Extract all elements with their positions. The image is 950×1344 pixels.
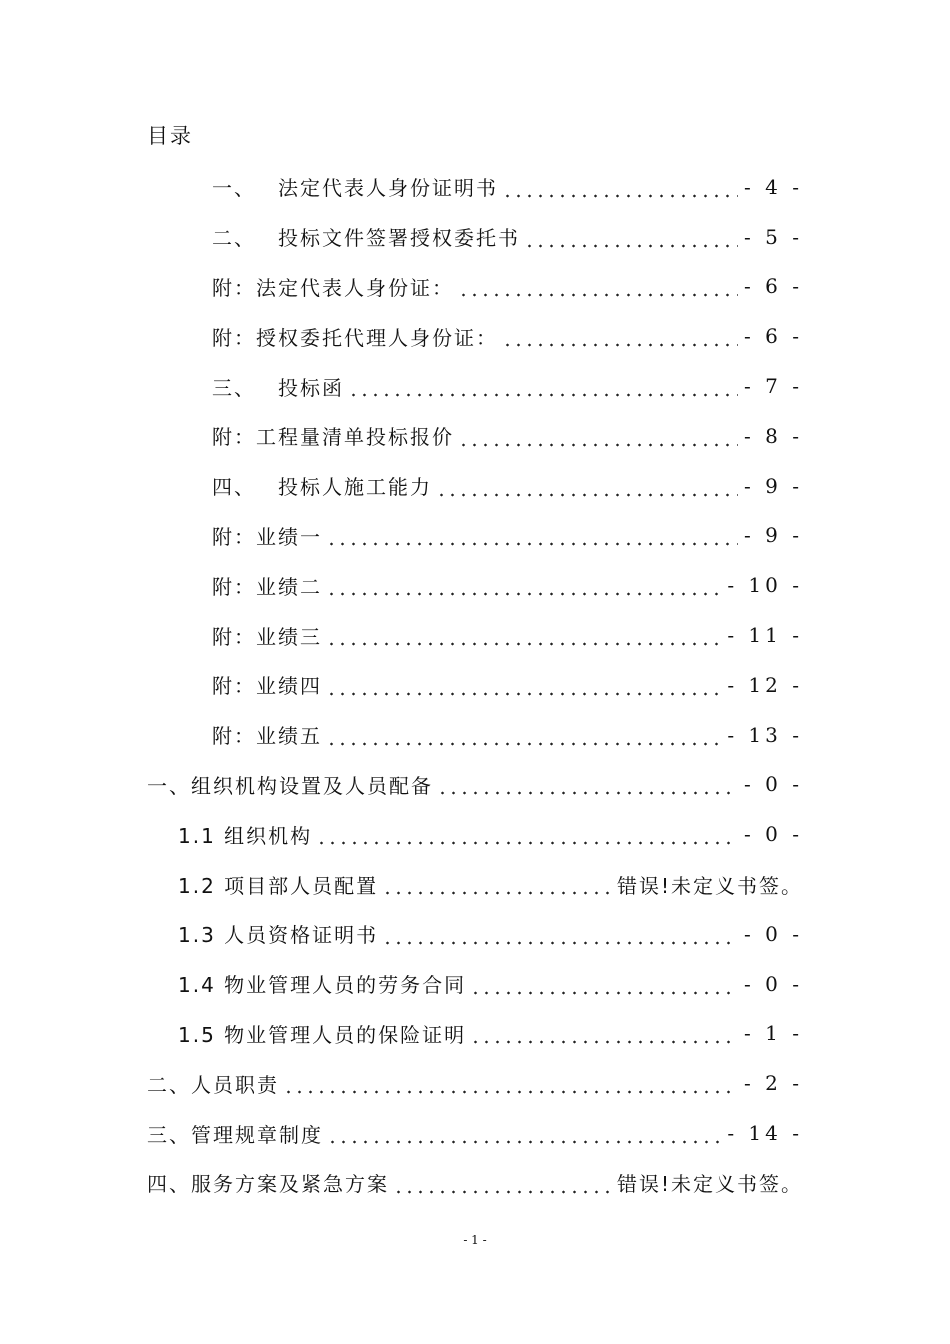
toc-entry-page: 错误!未定义书签。 [616, 1172, 803, 1197]
toc-entry-label: 四、服务方案及紧急方案 [147, 1172, 389, 1197]
toc-entry[interactable] [0, 859, 950, 909]
toc-entry[interactable] [0, 212, 950, 262]
toc-dot-leader [458, 425, 738, 447]
toc-dot-leader [524, 226, 738, 248]
toc-entry[interactable] [0, 311, 950, 361]
toc-entry[interactable] [0, 610, 950, 660]
toc-entry[interactable] [0, 1058, 950, 1108]
toc-entry-label: 投标函 [278, 375, 344, 400]
toc-entry-page: - 0 - [744, 822, 803, 847]
toc-entry[interactable] [0, 1009, 950, 1059]
toc-entry-label: 二、人员职责 [147, 1072, 279, 1097]
toc-entry[interactable] [0, 411, 950, 461]
toc-entry[interactable] [0, 959, 950, 1009]
toc-entry-label: 投标人施工能力 [278, 475, 432, 500]
toc-entry-label: 1.4 物业管理人员的劳务合同 [178, 973, 467, 998]
toc-entry[interactable] [0, 909, 950, 959]
toc-entry-label: 附：业绩一 [212, 524, 322, 549]
toc-entry-page: - 6 - [744, 274, 803, 299]
toc-entry-label: 一、组织机构设置及人员配备 [147, 773, 433, 798]
toc-entry-page: - 9 - [744, 473, 803, 498]
toc-dot-leader [326, 624, 721, 646]
toc-dot-leader [382, 873, 611, 895]
toc-entry[interactable] [0, 710, 950, 760]
toc-entry-label: 1.1 组织机构 [178, 823, 313, 848]
toc-entry-page: - 0 - [744, 971, 803, 996]
toc-entry[interactable] [0, 560, 950, 610]
toc-dot-leader [436, 475, 738, 497]
toc-entry-page: - 8 - [744, 423, 803, 448]
toc-dot-leader [283, 1072, 738, 1094]
toc-dot-leader [470, 1022, 738, 1044]
toc-entry-label: 法定代表人身份证明书 [278, 176, 498, 201]
toc-entry-page: 错误!未定义书签。 [616, 873, 803, 898]
toc-dot-leader [327, 1122, 721, 1144]
toc-entry[interactable] [0, 809, 950, 859]
toc-entry-label: 附：业绩二 [212, 574, 322, 599]
toc-entry-page: - 2 - [744, 1071, 803, 1096]
toc-dot-leader [382, 923, 738, 945]
toc-entry-label: 附：授权委托代理人身份证： [212, 325, 498, 350]
toc-entry-label: 三、管理规章制度 [147, 1122, 323, 1147]
toc-dot-leader [326, 574, 721, 596]
toc-dot-leader [502, 176, 738, 198]
toc-entry-label: 投标文件签署授权委托书 [278, 226, 520, 251]
toc-entry-number: 四、 [212, 475, 256, 500]
toc-entry-page: - 0 - [744, 921, 803, 946]
toc-entry-label: 1.3 人员资格证明书 [178, 923, 379, 948]
toc-dot-leader [470, 973, 738, 995]
toc-entry-page: - 9 - [744, 523, 803, 548]
toc-entry[interactable] [0, 1158, 950, 1208]
toc-dot-leader [502, 325, 738, 347]
toc-entry-page: - 14 - [727, 1121, 803, 1146]
toc-entry-page: - 6 - [744, 324, 803, 349]
toc-entry[interactable] [0, 262, 950, 312]
toc-entry-label: 附：业绩四 [212, 674, 322, 699]
toc-entry-number: 一、 [212, 176, 256, 201]
toc-entry[interactable] [0, 511, 950, 561]
toc-entry-page: - 5 - [744, 224, 803, 249]
toc-entry[interactable] [0, 162, 950, 212]
toc-dot-leader [316, 823, 738, 845]
toc-entry[interactable] [0, 1108, 950, 1158]
toc-entry[interactable] [0, 760, 950, 810]
toc-dot-leader [458, 275, 738, 297]
toc-entry[interactable] [0, 361, 950, 411]
toc-entry-page: - 13 - [727, 722, 803, 747]
toc-dot-leader [348, 375, 738, 397]
toc-entry[interactable] [0, 461, 950, 511]
table-of-contents [0, 162, 950, 1208]
toc-entry-label: 附：法定代表人身份证： [212, 275, 454, 300]
toc-entry-number: 三、 [212, 375, 256, 400]
toc-dot-leader [326, 524, 738, 546]
toc-entry-page: - 0 - [744, 772, 803, 797]
toc-entry-label: 附：业绩五 [212, 724, 322, 749]
toc-entry-label: 附：工程量清单投标报价 [212, 425, 454, 450]
toc-entry-page: - 4 - [744, 174, 803, 199]
toc-dot-leader [326, 674, 721, 696]
toc-entry-label: 1.2 项目部人员配置 [178, 873, 379, 898]
toc-entry-page: - 10 - [727, 573, 803, 598]
toc-dot-leader [326, 724, 721, 746]
toc-entry-label: 附：业绩三 [212, 624, 322, 649]
toc-entry-page: - 11 - [727, 623, 803, 648]
toc-entry-number: 二、 [212, 226, 256, 251]
toc-dot-leader [393, 1172, 611, 1194]
toc-entry[interactable] [0, 660, 950, 710]
page-number-footer: - 1 - [463, 1233, 487, 1247]
toc-entry-page: - 12 - [727, 672, 803, 697]
toc-title: 目录 [147, 124, 193, 148]
toc-entry-label: 1.5 物业管理人员的保险证明 [178, 1022, 467, 1047]
toc-entry-page: - 7 - [744, 374, 803, 399]
toc-dot-leader [437, 773, 738, 795]
toc-entry-page: - 1 - [744, 1021, 803, 1046]
